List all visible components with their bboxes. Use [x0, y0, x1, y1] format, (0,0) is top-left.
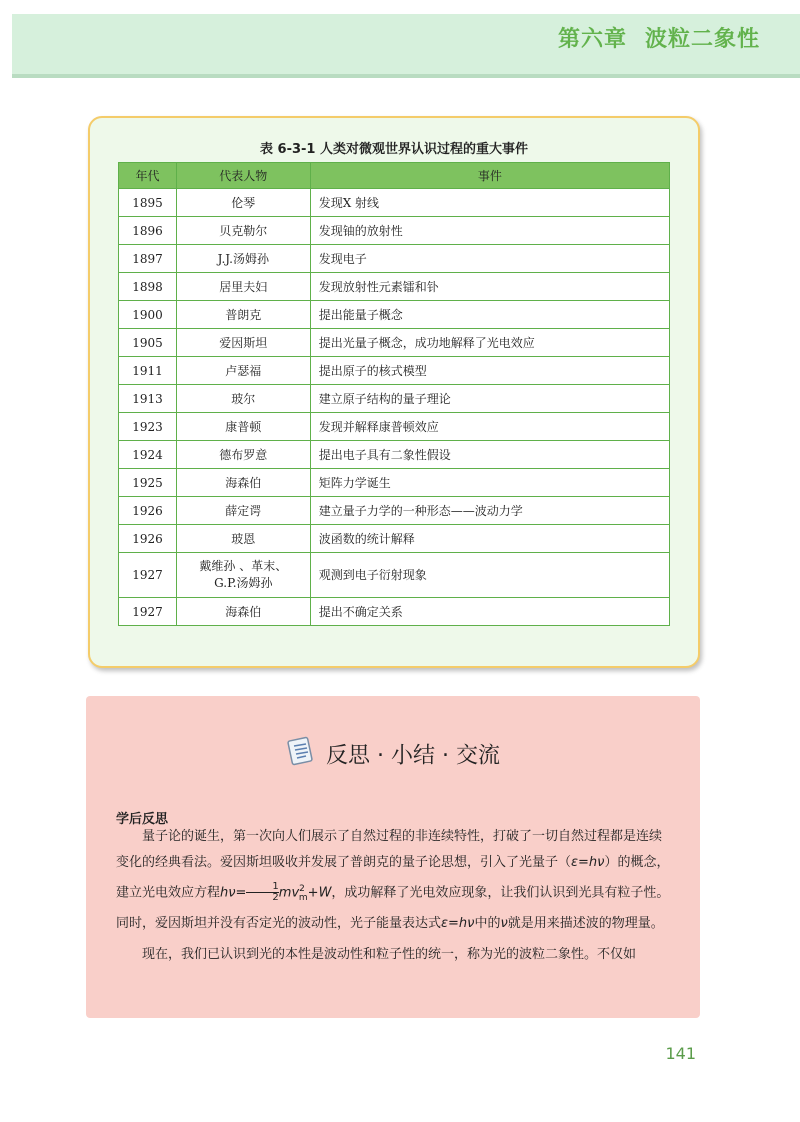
year-cell: 1911 — [119, 357, 177, 385]
event-cell: 发现并解释康普顿效应 — [310, 413, 669, 441]
person-cell: 普朗克 — [176, 301, 310, 329]
person-cell: 海森伯 — [176, 469, 310, 497]
frequency-symbol: ν — [500, 915, 508, 931]
person-cell: 玻恩 — [176, 525, 310, 553]
table-row — [119, 469, 670, 497]
text-span: 量子论的诞生，第一次向人们展示了自然过程的非连续特性，打破了一切自然过程都是连续变化的经典看法。爱因斯坦吸收并发展了普朗克的量子论思想，引入了光量子（ — [116, 829, 663, 870]
person-cell: 德布罗意 — [176, 441, 310, 469]
formula-photon-energy-2: ε=hν — [441, 915, 475, 931]
table-row — [119, 525, 670, 553]
formula-mass-velocity: mv — [278, 885, 300, 901]
column-header-person: 代表人物 — [176, 163, 310, 189]
table-row — [119, 553, 670, 598]
text-span: 就是用来描述波的物理量。 — [507, 915, 664, 931]
person-cell: 海森伯 — [176, 598, 310, 626]
event-cell: 观测到电子衍射现象 — [310, 553, 669, 598]
paragraph-duality: 现在，我们已认识到光的本性是波动性和粒子性的统一，称为光的波粒二象性。不仅如 — [142, 947, 637, 962]
year-cell: 1898 — [119, 273, 177, 301]
column-header-year: 年代 — [119, 163, 177, 189]
event-cell: 建立量子力学的一种形态——波动力学 — [310, 497, 669, 525]
person-cell — [176, 553, 310, 598]
table-row — [119, 245, 670, 273]
year-cell: 1925 — [119, 469, 177, 497]
paragraph-quantum-theory — [116, 824, 672, 937]
year-cell: 1896 — [119, 217, 177, 245]
fraction — [246, 882, 278, 903]
event-cell: 提出不确定关系 — [310, 598, 669, 626]
fraction-numerator: 1 — [246, 882, 278, 893]
summary-heading — [86, 736, 700, 772]
summary-title: 反思 · 小结 · 交流 — [326, 743, 500, 769]
person-line: G.P.汤姆孙 — [214, 576, 273, 590]
person-cell: J.J.汤姆孙 — [176, 245, 310, 273]
event-cell: 发现X 射线 — [310, 189, 669, 217]
table-row — [119, 329, 670, 357]
subscript: m — [298, 892, 308, 903]
event-cell: 建立原子结构的量子理论 — [310, 385, 669, 413]
year-cell: 1895 — [119, 189, 177, 217]
person-cell: 爱因斯坦 — [176, 329, 310, 357]
person-cell: 玻尔 — [176, 385, 310, 413]
event-cell: 波函数的统计解释 — [310, 525, 669, 553]
subheading-reflection: 学后反思 — [116, 812, 169, 827]
year-cell: 1924 — [119, 441, 177, 469]
event-cell: 发现铀的放射性 — [310, 217, 669, 245]
event-cell: 提出原子的核式模型 — [310, 357, 669, 385]
events-table — [118, 162, 670, 626]
chapter-number: 第六章 — [557, 27, 627, 52]
table-row — [119, 598, 670, 626]
events-table-card — [88, 116, 700, 668]
table-row — [119, 189, 670, 217]
year-cell: 1913 — [119, 385, 177, 413]
person-cell: 卢瑟福 — [176, 357, 310, 385]
table-row — [119, 273, 670, 301]
formula-photon-energy: ε=hν — [571, 855, 605, 870]
table-row — [119, 413, 670, 441]
year-cell: 1897 — [119, 245, 177, 273]
person-cell: 薛定谔 — [176, 497, 310, 525]
year-cell: 1905 — [119, 329, 177, 357]
fraction-denominator: 2 — [272, 892, 279, 904]
table-caption: 表 6-3-1 人类对微观世界认识过程的重大事件 — [260, 142, 528, 157]
exponent: 2 — [299, 884, 305, 894]
table-row — [119, 497, 670, 525]
formula-left: hν= — [220, 885, 247, 901]
text-span: 中的 — [474, 915, 501, 931]
table-row — [119, 357, 670, 385]
table-row — [119, 301, 670, 329]
column-header-event: 事件 — [310, 163, 669, 189]
event-cell: 发现电子 — [310, 245, 669, 273]
event-cell: 提出能量子概念 — [310, 301, 669, 329]
year-cell: 1927 — [119, 553, 177, 598]
table-row — [119, 441, 670, 469]
year-cell: 1900 — [119, 301, 177, 329]
person-cell: 贝克勒尔 — [176, 217, 310, 245]
event-cell: 提出电子具有二象性假设 — [310, 441, 669, 469]
table-row — [119, 217, 670, 245]
person-cell: 居里夫妇 — [176, 273, 310, 301]
year-cell: 1923 — [119, 413, 177, 441]
reflection-summary-card — [86, 696, 700, 1018]
year-cell: 1927 — [119, 598, 177, 626]
formula-work-function: +W — [307, 885, 332, 901]
year-cell: 1926 — [119, 525, 177, 553]
chapter-title: 波粒二象性 — [644, 27, 760, 52]
year-cell: 1926 — [119, 497, 177, 525]
text-span: ，成功解释了光电效应现象，让我们认识到光具有粒子性。同时，爱因斯坦并没有否定光的波动性，光子能量表达式 — [116, 885, 670, 931]
person-cell: 康普顿 — [176, 413, 310, 441]
event-cell: 提出光量子概念，成功地解释了光电效应 — [310, 329, 669, 357]
person-line: 戴维孙 、革末、 — [199, 559, 288, 573]
table-header-row — [119, 163, 670, 189]
chapter-heading — [540, 22, 760, 53]
event-cell: 发现放射性元素镭和钋 — [310, 273, 669, 301]
event-cell: 矩阵力学诞生 — [310, 469, 669, 497]
person-cell: 伦琴 — [176, 189, 310, 217]
text-span: ）的概念，建立光电效应方程 — [116, 855, 670, 901]
table-row — [119, 385, 670, 413]
page-number: 141 — [665, 1044, 696, 1063]
notepad-icon — [286, 736, 316, 772]
